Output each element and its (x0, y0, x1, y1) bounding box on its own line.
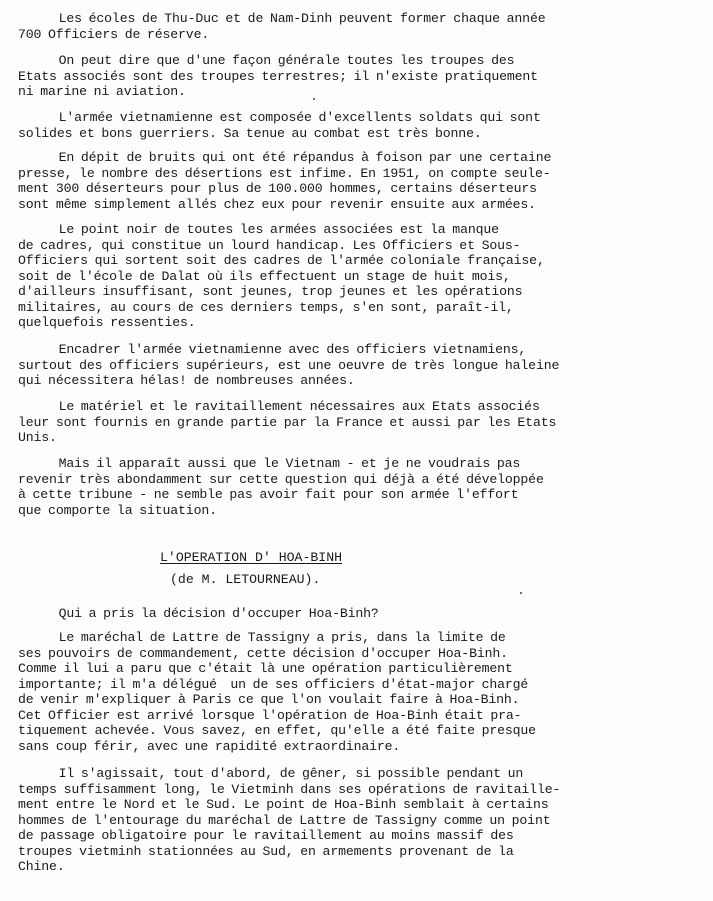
paragraph-officer-training: Encadrer l'armée vietnamienne avec des officiers vietnamiens, surtout des officiers supérieurs, est une oeuvre de très longue haleine qui nécessitera hélas! de nombreuses années. (18, 342, 560, 388)
answer-paragraph-objective: Il s'agissait, tout d'abord, de gêner, si possible pendant un temps suffisamment long, le Vietminh dans ses opérations de ravitaille- ment entre le Nord et le Sud. Le point de Hoa-Binh semblait à certains hommes de l'entourage du maréchal de Lattre de Tassigny comme un point de passage obligatoire pour le ravitaillement au moins massif des troupes vietminh stationnées au Sud, en armements provenant de la Chine. (18, 766, 561, 874)
section-title: L'OPERATION D' HOA-BINH (160, 550, 343, 565)
ink-speck (313, 98, 315, 100)
paragraph-effort: Mais il apparaît aussi que le Vietnam - et je ne voudrais pas revenir très abondamment sur cette question qui déjà a été développée à cette tribune - ne semble pas avoir fait pour son armée l'effort que comporte la situation. (18, 456, 544, 518)
paragraph-desertions: En dépit de bruits qui ont été répandus à foison par une certaine presse, le nombre des désertions est infime. En 1951, on compte seule- ment 300 déserteurs pour plus de 100.000 hommes, certains déserteurs sont même simplement allés chez eux pour revenir ensuite aux armées. (18, 150, 552, 212)
paragraph-schools: Les écoles de Thu-Duc et de Nam-Dinh peuvent former chaque année 700 Officiers de réserve. (18, 11, 546, 42)
paragraph-materiel: Le matériel et le ravitaillement nécessaires aux Etats associés leur sont fournis en grande partie par la France et aussi par les Etats Unis. (18, 399, 557, 445)
paragraph-officer-shortage: Le point noir de toutes les armées associées est la manque de cadres, qui constitue un lourd handicap. Les Officiers et Sous- Officiers qui sortent soit des cadres de l'armée coloniale française, soit de l'école de Dalat où ils effectuent un stage de huit mois, d'ailleurs insuffisant, sont jeunes, trop jeunes et les opérations militaires, au cours de ces derniers temps, s'en sont, paraît-il, quelquefois ressenties. (18, 222, 545, 330)
section-author: (de M. LETOURNEAU). (170, 572, 321, 587)
paragraph-soldiers: L'armée vietnamienne est composée d'excellents soldats qui sont solides et bons guerriers. Sa tenue au combat est très bonne. (18, 110, 541, 141)
ink-speck (520, 592, 522, 594)
answer-paragraph-decision: Le maréchal de Lattre de Tassigny a pris, dans la limite de ses pouvoirs de commandement, cette décision d'occuper Hoa-Binh. Comme il lui a paru que c'était là une opération particulièrement importante; il m'a délégué un de ses officiers d'état-major chargé de venir m'expliquer à Paris ce que l'on voulait faire à Hoa-Binh. Cet Officier est arrivé lorsque l'opération de Hoa-Binh était pra- tiquement achevée. Vous savez, en effet, qu'elle a été faite presque sans coup férir, avec une rapidité extraordinaire. (18, 630, 536, 754)
paragraph-ground-troops: On peut dire que d'une façon générale toutes les troupes des Etats associés sont des troupes terrestres; il n'existe pratiquement ni marine ni aviation. (18, 53, 538, 99)
question-line: Qui a pris la décision d'occuper Hoa-Binh? (18, 606, 379, 621)
